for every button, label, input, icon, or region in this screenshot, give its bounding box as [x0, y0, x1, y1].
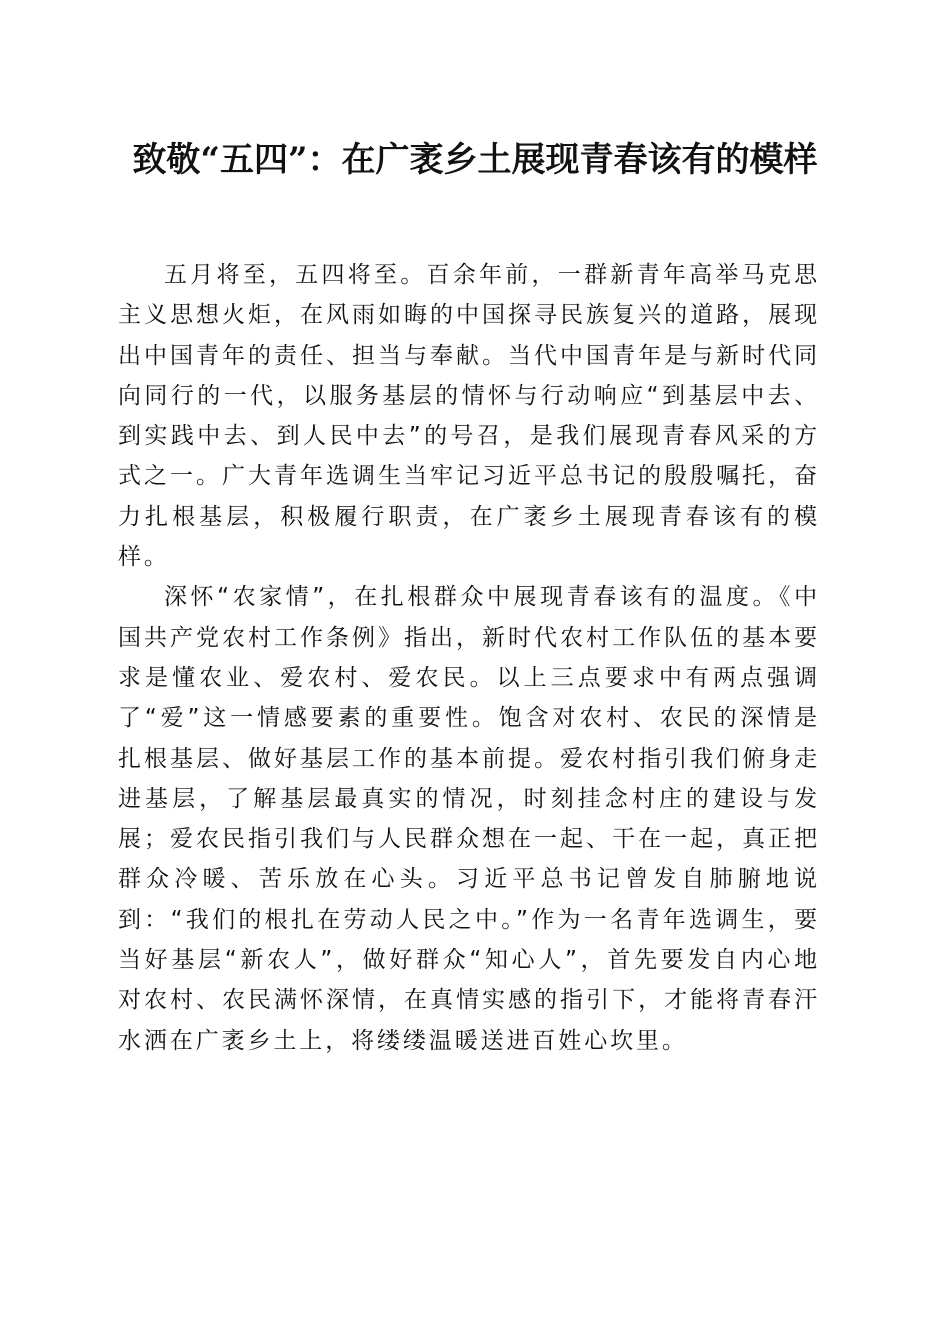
paragraph-1: 五月将至，五四将至。百余年前，一群新青年高举马克思主义思想火炬，在风雨如晦的中国探寻民族复兴的道路，展现出中国青年的责任、担当与奉献。当代中国青年是与新时代同向同行的一代，以服务基层的情怀与行动响应“到基层中去、到实践中去、到人民中去”的号召，是我们展现青春风采的方式之一。广大青年选调生当牢记习近平总书记的殷殷嘱托，奋力扎根基层，积极履行职责，在广袤乡土展现青春该有的模样。 [118, 262, 820, 571]
paragraph-2: 深怀“农家情”，在扎根群众中展现青春该有的温度。《中国共产党农村工作条例》指出，新时代农村工作队伍的基本要求是懂农业、爱农村、爱农民。以上三点要求中有两点强调了“爱”这一情感要素的重要性。饱含对农村、农民的深情是扎根基层、做好基层工作的基本前提。爱农村指引我们俯身走进基层，了解基层最真实的情况，时刻挂念村庄的建设与发展；爱农民指引我们与人民群众想在一起、干在一起，真正把群众冷暖、苦乐放在心头。习近平总书记曾发自肺腑地说到：“我们的根扎在劳动人民之中。”作为一名青年选调生，要当好基层“新农人”，做好群众“知心人”，首先要发自内心地对农村、农民满怀深情，在真情实感的指引下，才能将青春汗水洒在广袤乡土上，将缕缕温暖送进百姓心坎里。 [118, 584, 820, 1054]
document-title: 致敬“五四”：在广袤乡土展现青春该有的模样 [132, 140, 818, 180]
document-body [118, 255, 820, 1061]
